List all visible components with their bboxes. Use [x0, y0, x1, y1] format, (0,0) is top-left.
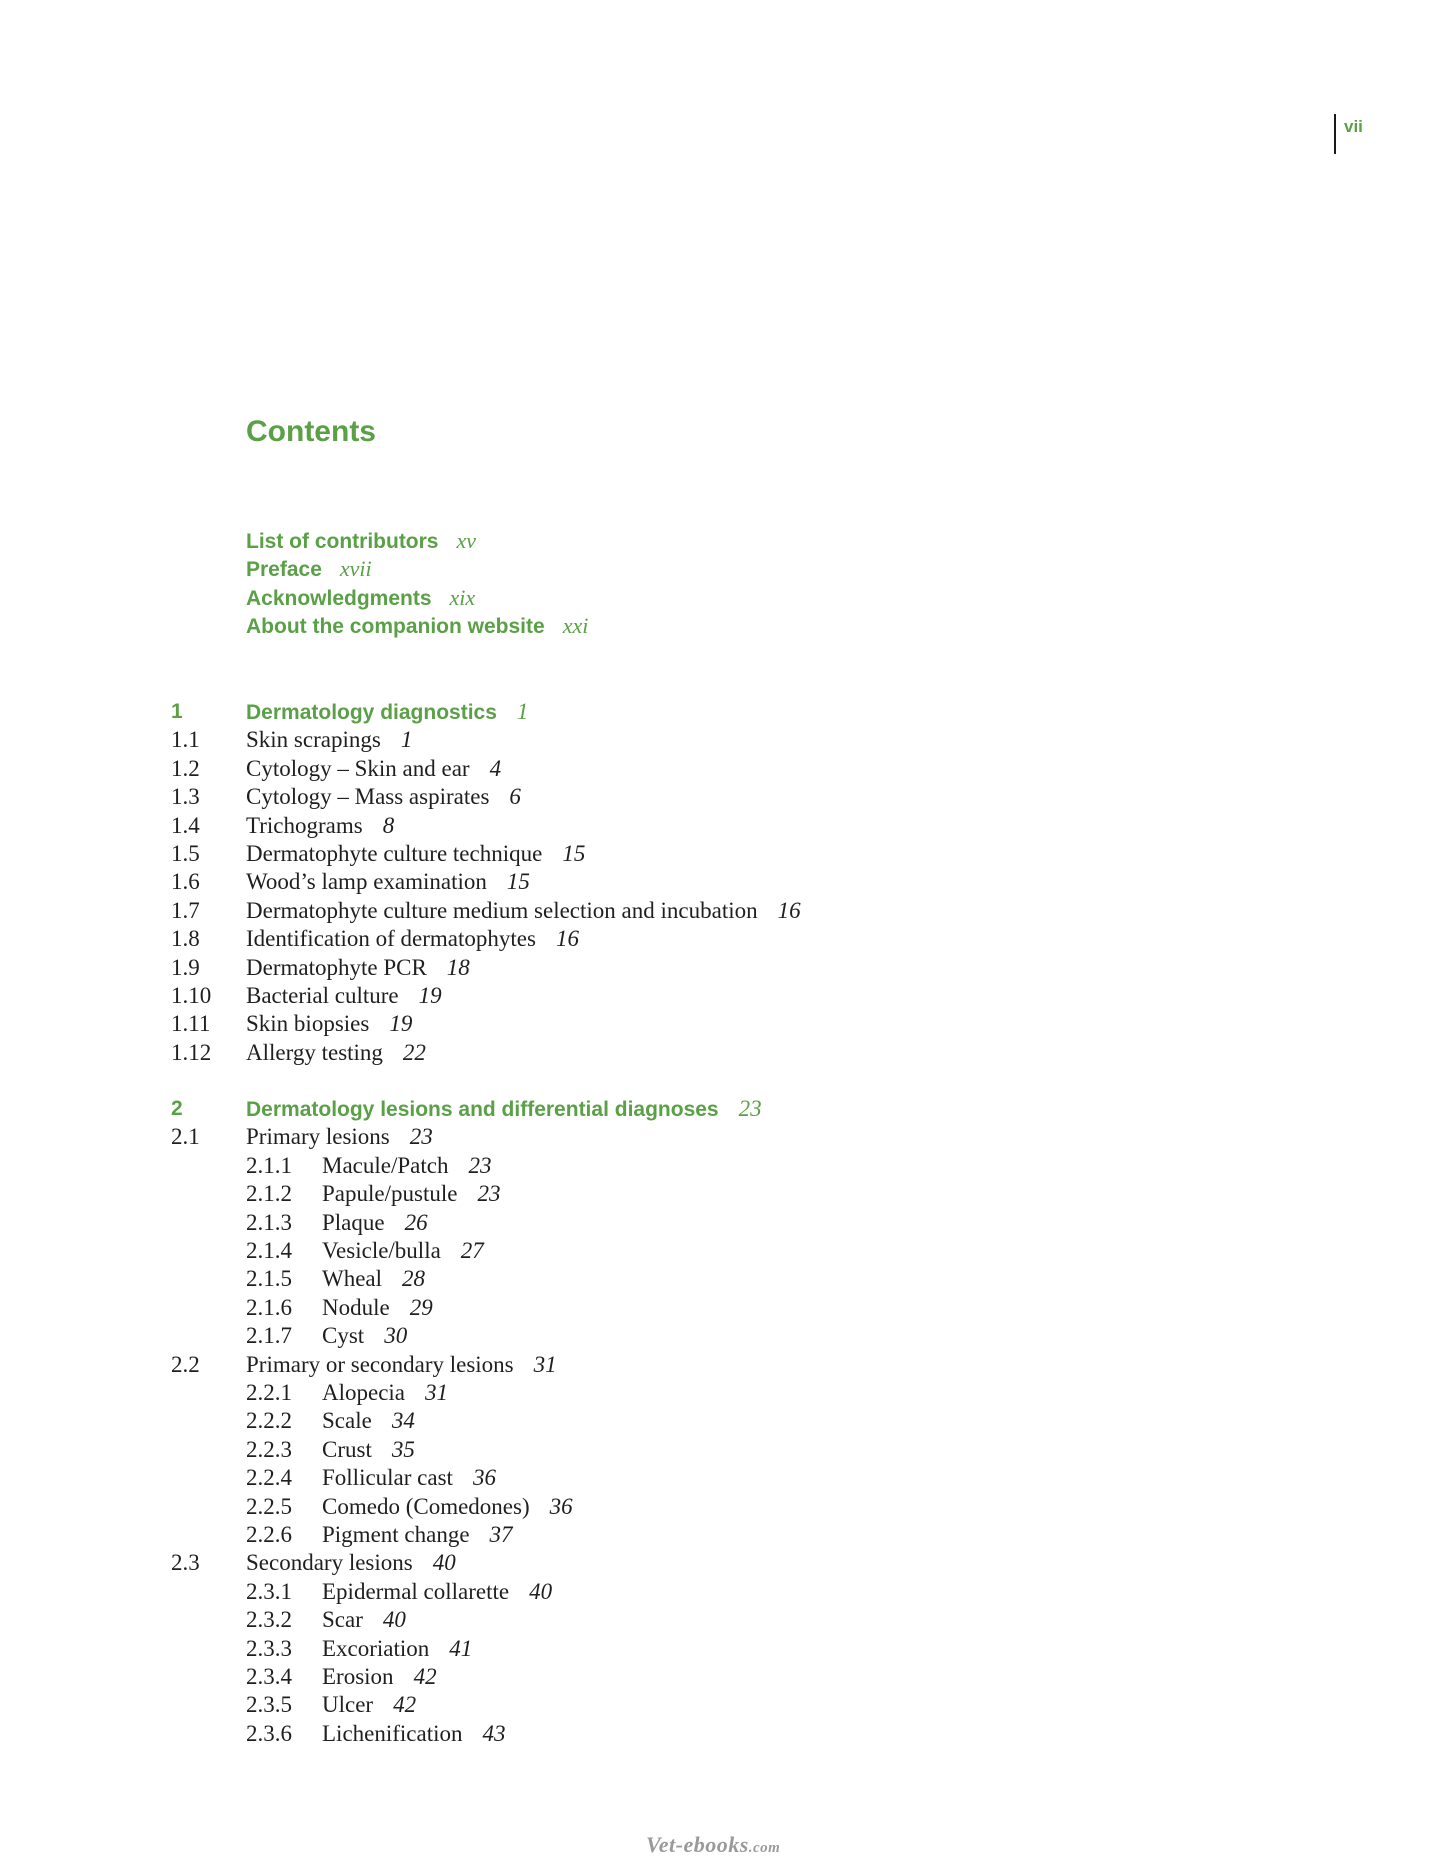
- toc-entry-title: Scar: [322, 1607, 363, 1633]
- toc-entry-title: Plaque: [322, 1209, 385, 1235]
- toc-entry-title: Wood’s lamp examination: [246, 869, 487, 895]
- toc-entry-title-group: [246, 1039, 426, 1067]
- toc-subsection-entry[interactable]: [171, 1436, 1271, 1464]
- toc-entry-title-group: [246, 698, 528, 727]
- toc-subsection-entry[interactable]: [171, 1663, 1271, 1691]
- front-matter-label: List of contributors: [246, 530, 439, 553]
- toc-entry-title-group: [246, 1351, 557, 1379]
- toc-entry-page: 30: [384, 1323, 408, 1349]
- toc-entry-title-group: [322, 1578, 552, 1606]
- toc-section-entry[interactable]: [171, 1010, 1271, 1038]
- toc-entry-title-group: [246, 755, 501, 783]
- front-matter-list: [246, 527, 588, 641]
- toc-entry-page: 16: [777, 897, 801, 923]
- toc-entry-title-group: [322, 1265, 425, 1293]
- page-number: vii: [1334, 114, 1363, 154]
- toc-section-entry[interactable]: [171, 812, 1271, 840]
- toc-entry-page: 31: [533, 1351, 557, 1377]
- toc-section-entry[interactable]: [171, 1123, 1271, 1151]
- contents-heading: Contents: [246, 415, 376, 448]
- toc-entry-title-group: [246, 982, 442, 1010]
- toc-entry-page: 27: [460, 1238, 484, 1264]
- toc-entry-number: 1.10: [171, 982, 212, 1008]
- toc-entry-page: 8: [382, 812, 395, 838]
- toc-entry-title: Secondary lesions: [246, 1550, 413, 1576]
- toc-entry-number: 2.3: [171, 1550, 200, 1576]
- toc-entry-title-group: [322, 1464, 496, 1492]
- toc-entry-page: 42: [413, 1663, 437, 1689]
- toc-entry-number: 2.1.5: [246, 1266, 292, 1292]
- toc-entry-page: 28: [402, 1266, 426, 1292]
- toc-entry-number: 1.3: [171, 784, 200, 810]
- toc-entry-page: 41: [449, 1635, 473, 1661]
- toc-entry-title: Pigment change: [322, 1521, 470, 1547]
- front-matter-item[interactable]: [246, 584, 588, 612]
- toc-subsection-entry[interactable]: [171, 1578, 1271, 1606]
- toc-entry-page: 40: [382, 1607, 406, 1633]
- toc-section-entry[interactable]: [171, 925, 1271, 953]
- toc-entry-title: Lichenification: [322, 1720, 463, 1746]
- toc-entry-title-group: [322, 1237, 484, 1265]
- toc-entry-title: Dermatophyte culture medium selection and incubation: [246, 897, 758, 923]
- toc-entry-title-group: [322, 1322, 407, 1350]
- toc-entry-number: 1.6: [171, 869, 200, 895]
- toc-entry-title-group: [322, 1493, 573, 1521]
- toc-entry-title-group: [322, 1294, 433, 1322]
- toc-entry-title: Papule/pustule: [322, 1181, 458, 1207]
- toc-entry-title-group: [322, 1436, 415, 1464]
- toc-entry-title-group: [322, 1152, 491, 1180]
- toc-entry-title-group: [322, 1663, 437, 1691]
- toc-subsection-entry[interactable]: [171, 1606, 1271, 1634]
- front-matter-page: xix: [449, 584, 476, 610]
- toc-entry-title-group: [246, 1123, 433, 1151]
- front-matter-page: xv: [456, 528, 477, 553]
- toc-entry-title-group: [246, 840, 585, 868]
- toc-entry-page: 42: [393, 1692, 417, 1718]
- toc-entry-number: 1: [171, 700, 183, 723]
- toc-entry-title: Primary lesions: [246, 1124, 390, 1150]
- toc-entry-page: 23: [477, 1181, 501, 1207]
- toc-entry-number: 2.2.6: [246, 1521, 292, 1547]
- toc-entry-number: 1.4: [171, 812, 200, 838]
- toc-entry-number: 2.3.2: [246, 1607, 292, 1633]
- toc-entry-number: 2.1.4: [246, 1238, 292, 1264]
- toc-section-entry[interactable]: [171, 1039, 1271, 1067]
- toc-entry-number: 2.2.3: [246, 1436, 292, 1462]
- toc-entry-number: 2.1.6: [246, 1294, 292, 1320]
- front-matter-label: About the companion website: [246, 615, 545, 639]
- toc-section-entry[interactable]: [171, 897, 1271, 925]
- toc-entry-number: 2.2: [171, 1351, 200, 1377]
- toc-section-entry[interactable]: [171, 982, 1271, 1010]
- toc-entry-page: 6: [509, 784, 521, 810]
- toc-entry-title: Nodule: [322, 1294, 390, 1320]
- toc-entry-number: 2.3.4: [246, 1663, 292, 1689]
- toc-entry-title-group: [322, 1521, 513, 1549]
- front-matter-item[interactable]: [246, 527, 588, 555]
- toc-section-entry[interactable]: [171, 840, 1271, 868]
- toc-entry-title: Skin scrapings: [246, 727, 381, 753]
- toc-entry-page: 15: [562, 840, 586, 866]
- toc-entry-title-group: [246, 868, 530, 896]
- toc-entry-title: Primary or secondary lesions: [246, 1351, 514, 1377]
- toc-entry-title-group: [322, 1635, 472, 1663]
- toc-entry-page: 36: [472, 1465, 496, 1491]
- toc-entry-page: 37: [489, 1521, 513, 1547]
- toc-entry-title-group: [246, 897, 801, 925]
- toc-section-entry[interactable]: [171, 868, 1271, 896]
- toc-entry-page: 34: [391, 1408, 415, 1434]
- toc-entry-title: Wheal: [322, 1266, 383, 1292]
- toc-entry-title-group: [322, 1407, 415, 1435]
- toc-entry-title-group: [322, 1606, 406, 1634]
- table-of-contents: [171, 698, 1271, 1748]
- toc-section-entry[interactable]: [171, 1351, 1271, 1379]
- toc-subsection-entry[interactable]: [171, 1152, 1271, 1180]
- toc-subsection-entry[interactable]: [171, 1237, 1271, 1265]
- toc-section-entry[interactable]: [171, 954, 1271, 982]
- toc-entry-title: Allergy testing: [246, 1039, 383, 1065]
- toc-entry-page: 23: [468, 1152, 492, 1178]
- toc-entry-title-group: [246, 954, 470, 982]
- toc-entry-page: 43: [482, 1720, 506, 1746]
- watermark-text: Vet-ebooks: [646, 1832, 749, 1857]
- toc-entry-title-group: [322, 1720, 506, 1748]
- toc-entry-title-group: [322, 1180, 500, 1208]
- toc-entry-number: 2.1.3: [246, 1209, 292, 1235]
- toc-subsection-entry[interactable]: [171, 1720, 1271, 1748]
- toc-section-entry[interactable]: [171, 783, 1271, 811]
- toc-entry-number: 2.2.4: [246, 1465, 292, 1491]
- toc-entry-title: Vesicle/bulla: [322, 1238, 441, 1264]
- toc-entry-page: 4: [489, 755, 502, 781]
- toc-entry-title: Skin biopsies: [246, 1011, 370, 1037]
- toc-entry-title-group: [246, 925, 579, 953]
- toc-entry-title: Excoriation: [322, 1635, 430, 1661]
- toc-entry-number: 1.1: [171, 727, 200, 753]
- toc-entry-number: 1.5: [171, 840, 200, 866]
- toc-entry-number: 2.2.5: [246, 1493, 292, 1519]
- toc-entry-number: 2.3.5: [246, 1692, 292, 1718]
- toc-entry-number: 2.2.1: [246, 1379, 292, 1405]
- front-matter-label: Preface: [246, 558, 322, 582]
- toc-entry-page: 1: [516, 699, 529, 724]
- toc-entry-number: 1.8: [171, 926, 200, 952]
- toc-entry-title-group: [246, 1010, 412, 1038]
- toc-entry-title-group: [322, 1209, 428, 1237]
- toc-entry-title-group: [246, 1549, 456, 1577]
- toc-entry-title: Trichograms: [246, 812, 363, 838]
- toc-entry-title: Follicular cast: [322, 1465, 453, 1491]
- toc-entry-title: Macule/Patch: [322, 1152, 449, 1178]
- toc-entry-title-group: [246, 812, 394, 840]
- toc-entry-page: 1: [400, 727, 413, 753]
- toc-entry-page: 19: [389, 1011, 413, 1037]
- toc-section-entry[interactable]: [171, 726, 1271, 754]
- toc-entry-number: 2.1.1: [246, 1152, 292, 1178]
- toc-entry-page: 19: [418, 982, 442, 1008]
- toc-entry-number: 1.2: [171, 755, 200, 781]
- toc-entry-page: 22: [402, 1039, 426, 1065]
- toc-entry-title: Bacterial culture: [246, 982, 399, 1008]
- toc-entry-page: 40: [529, 1578, 553, 1604]
- toc-entry-number: 2.3.1: [246, 1578, 292, 1604]
- toc-entry-page: 18: [446, 954, 470, 980]
- toc-entry-number: 2.2.2: [246, 1408, 292, 1434]
- toc-entry-title: Erosion: [322, 1663, 394, 1689]
- toc-entry-page: 40: [432, 1550, 456, 1576]
- toc-entry-page: 26: [404, 1209, 428, 1235]
- toc-entry-title: Dermatophyte PCR: [246, 954, 427, 980]
- toc-entry-title: Epidermal collarette: [322, 1578, 510, 1604]
- toc-entry-title-group: [322, 1691, 416, 1719]
- toc-entry-title-group: [246, 1095, 762, 1124]
- toc-entry-page: 16: [555, 926, 579, 952]
- toc-entry-title-group: [322, 1379, 448, 1407]
- toc-subsection-entry[interactable]: [171, 1265, 1271, 1293]
- toc-entry-number: 1.7: [171, 897, 200, 923]
- toc-entry-page: 35: [391, 1436, 415, 1462]
- toc-entry-title: Scale: [322, 1408, 372, 1434]
- toc-entry-number: 2.3.6: [246, 1720, 292, 1746]
- toc-entry-number: 1.11: [171, 1011, 211, 1037]
- toc-entry-page: 15: [506, 869, 530, 895]
- toc-entry-number: 2.1.2: [246, 1181, 292, 1207]
- toc-entry-title: Dermatology lesions and differential diagnoses: [246, 1098, 719, 1122]
- toc-section-entry[interactable]: [171, 1549, 1271, 1577]
- toc-entry-number: 1.12: [171, 1039, 212, 1065]
- toc-subsection-entry[interactable]: [171, 1180, 1271, 1208]
- front-matter-item[interactable]: [246, 612, 588, 640]
- toc-subsection-entry[interactable]: [171, 1521, 1271, 1549]
- toc-entry-title: Cyst: [322, 1323, 365, 1349]
- toc-subsection-entry[interactable]: [171, 1493, 1271, 1521]
- toc-entry-title: Identification of dermatophytes: [246, 926, 536, 952]
- toc-subsection-entry[interactable]: [171, 1294, 1271, 1322]
- toc-entry-page: 29: [409, 1294, 433, 1320]
- front-matter-item[interactable]: [246, 555, 588, 583]
- toc-subsection-entry[interactable]: [171, 1407, 1271, 1435]
- toc-entry-title: Cytology – Mass aspirates: [246, 784, 490, 810]
- toc-entry-title: Alopecia: [322, 1379, 406, 1405]
- toc-entry-title: Comedo (Comedones): [322, 1493, 530, 1519]
- toc-subsection-entry[interactable]: [171, 1209, 1271, 1237]
- toc-entry-title: Crust: [322, 1436, 372, 1462]
- toc-chapter-entry[interactable]: [171, 698, 1271, 726]
- toc-entry-page: 23: [409, 1124, 433, 1150]
- toc-entry-title: Dermatophyte culture technique: [246, 840, 543, 866]
- toc-entry-number: 1.9: [171, 954, 200, 980]
- toc-entry-title: Cytology – Skin and ear: [246, 755, 470, 781]
- toc-entry-title: Ulcer: [322, 1692, 374, 1718]
- toc-entry-title: Dermatology diagnostics: [246, 701, 497, 724]
- toc-entry-page: 36: [549, 1493, 573, 1519]
- toc-entry-number: 2.3.3: [246, 1635, 292, 1661]
- toc-entry-title-group: [246, 783, 521, 811]
- toc-entry-number: 2.1: [171, 1124, 200, 1150]
- toc-chapter-entry[interactable]: [171, 1095, 1271, 1123]
- toc-entry-number: 2: [171, 1097, 183, 1121]
- toc-subsection-entry[interactable]: [171, 1464, 1271, 1492]
- front-matter-page: xvii: [339, 556, 372, 582]
- toc-entry-number: 2.1.7: [246, 1323, 292, 1349]
- toc-entry-title-group: [246, 726, 412, 754]
- watermark-suffix: .com: [748, 1840, 781, 1856]
- toc-subsection-entry[interactable]: [171, 1379, 1271, 1407]
- toc-entry-page: 31: [425, 1379, 449, 1405]
- toc-subsection-entry[interactable]: [171, 1635, 1271, 1663]
- toc-subsection-entry[interactable]: [171, 1322, 1271, 1350]
- toc-subsection-entry[interactable]: [171, 1691, 1271, 1719]
- watermark-logo: [646, 1832, 780, 1858]
- front-matter-label: Acknowledgments: [246, 586, 432, 610]
- front-matter-page: xxi: [562, 613, 589, 639]
- toc-entry-page: 23: [738, 1096, 762, 1122]
- toc-section-entry[interactable]: [171, 755, 1271, 783]
